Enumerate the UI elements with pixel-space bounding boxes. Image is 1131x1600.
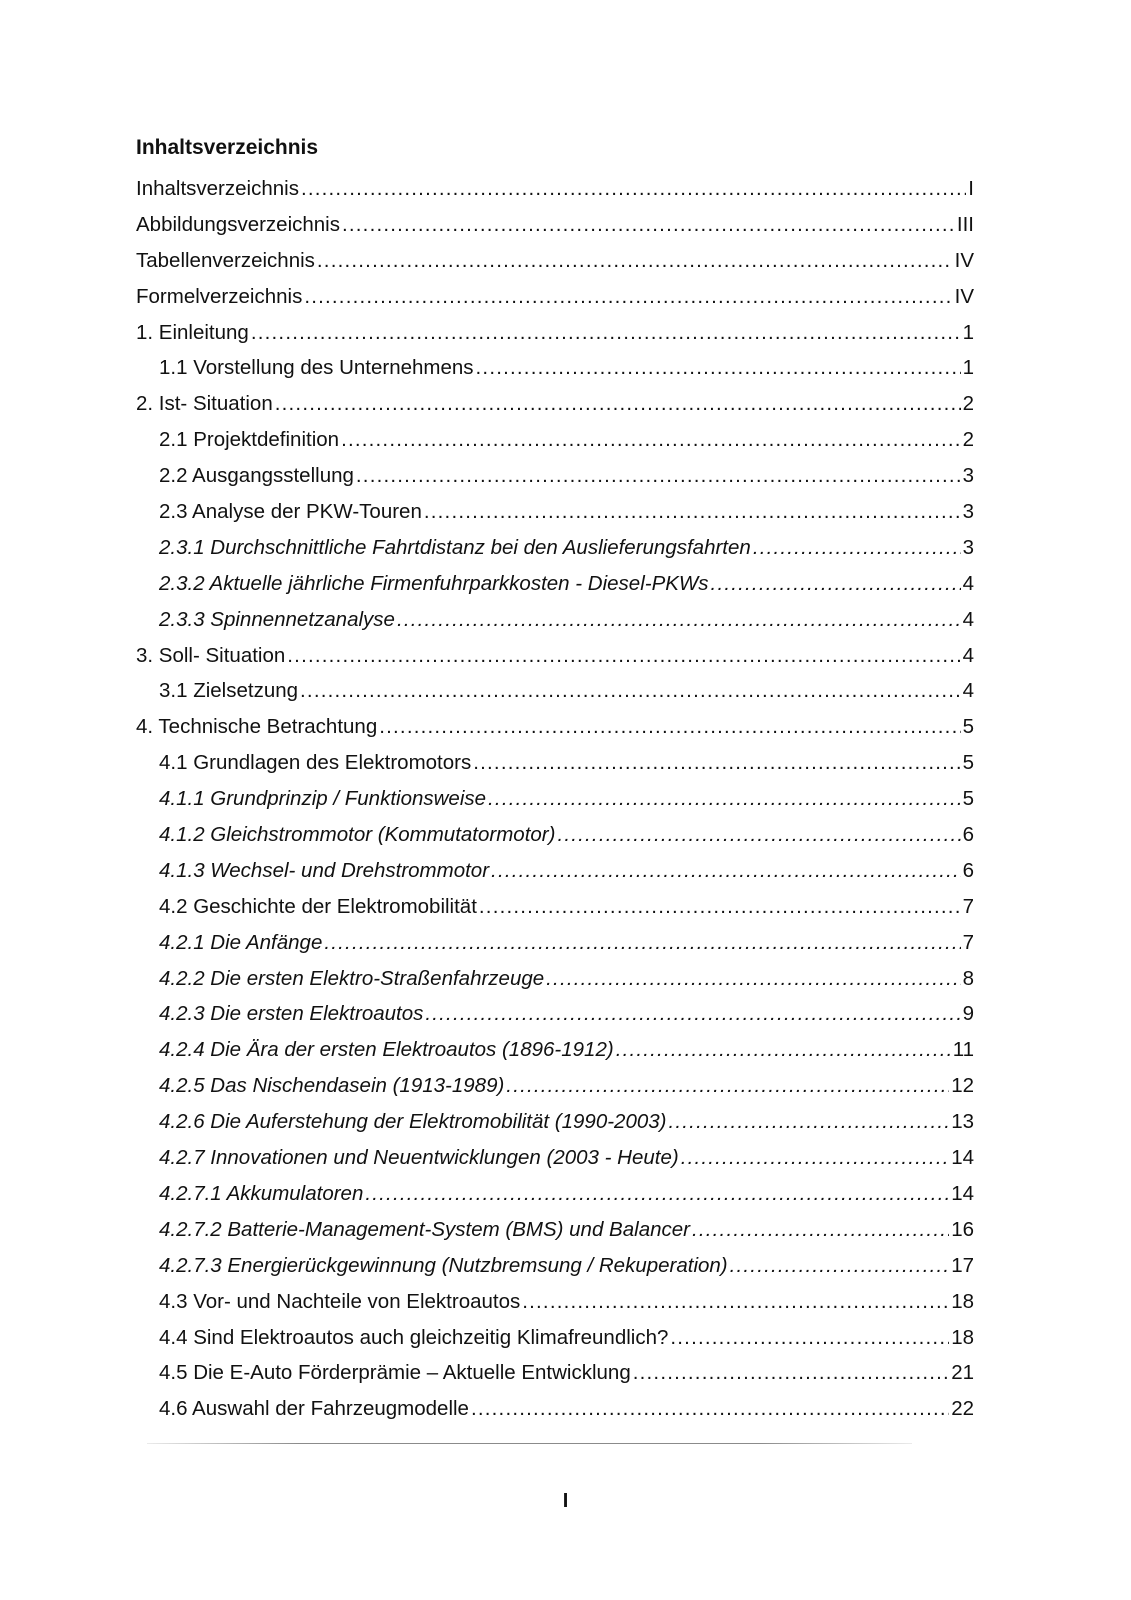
toc-entry[interactable] [136, 207, 974, 243]
toc-entry-page: 5 [962, 751, 974, 775]
toc-entry-page: 1 [962, 320, 974, 344]
toc-entry-title: 4.1 Grundlagen des Elektromotors [159, 751, 472, 775]
toc-entry-title: Abbildungsverzeichnis [136, 212, 340, 236]
toc-entry-title: 4.3 Vor- und Nachteile von Elektroautos [159, 1289, 521, 1313]
toc-entry[interactable] [136, 458, 974, 494]
toc-entry-title: 4.2.6 Die Auferstehung der Elektromobilität (1990-2003) [159, 1110, 667, 1134]
toc-entry-page: 9 [962, 1002, 974, 1026]
toc-entry-page: 5 [962, 715, 974, 739]
dot-leader [397, 602, 961, 638]
toc-entry-title: 4.5 Die E-Auto Förderprämie – Aktuelle Entwicklung [159, 1361, 631, 1385]
toc-entry-page: 13 [951, 1110, 974, 1134]
toc-entry-title: 2.3.1 Durchschnittliche Fahrtdistanz bei den Auslieferungsfahrten [159, 535, 751, 559]
dot-leader [304, 279, 952, 315]
dot-leader [557, 817, 960, 853]
toc-entry[interactable] [136, 709, 974, 745]
dot-leader [670, 1320, 949, 1356]
toc-entry[interactable] [136, 422, 974, 458]
toc-entry-title: 2.3 Analyse der PKW-Touren [159, 500, 422, 524]
toc-entry[interactable] [136, 1032, 974, 1068]
toc-entry-page: 3 [962, 535, 974, 559]
toc-entry-title: 2. Ist- Situation [136, 392, 273, 416]
dot-leader [356, 458, 961, 494]
dot-leader [730, 1248, 950, 1284]
toc-entry-page: I [968, 177, 974, 200]
toc-entry[interactable] [136, 853, 974, 889]
table-of-contents [136, 171, 974, 1427]
toc-entry[interactable] [136, 243, 974, 279]
toc-entry[interactable] [136, 386, 974, 422]
toc-entry-title: 3. Soll- Situation [136, 643, 286, 667]
toc-entry-page: 1 [962, 356, 974, 380]
dot-leader [479, 889, 961, 925]
dot-leader [379, 709, 960, 745]
toc-entry[interactable] [136, 1320, 974, 1356]
toc-entry-page: 18 [951, 1289, 974, 1313]
dot-leader [365, 1176, 949, 1212]
toc-entry-title: 4.2.2 Die ersten Elektro-Straßenfahrzeuge [159, 966, 545, 990]
toc-entry-page: 2 [962, 428, 974, 452]
toc-entry-page: 14 [951, 1146, 974, 1170]
dot-leader [287, 638, 960, 674]
dot-leader [317, 243, 953, 279]
toc-entry-title: 4.4 Sind Elektroautos auch gleichzeitig Klimafreundlich? [159, 1325, 669, 1349]
toc-entry[interactable] [136, 602, 974, 638]
toc-entry[interactable] [136, 1212, 974, 1248]
toc-entry-page: 4 [962, 643, 974, 667]
toc-entry-title: 2.1 Projektdefinition [159, 428, 340, 452]
dot-leader [692, 1212, 949, 1248]
toc-entry-page: 3 [962, 500, 974, 524]
toc-entry-title: Formelverzeichnis [136, 284, 303, 308]
dot-leader [506, 1068, 949, 1104]
toc-entry[interactable] [136, 494, 974, 530]
dot-leader [546, 961, 960, 997]
toc-entry-title: 4.2 Geschichte der Elektromobilität [159, 894, 477, 918]
dot-leader [471, 1391, 949, 1427]
toc-entry[interactable] [136, 745, 974, 781]
toc-entry-page: 18 [951, 1325, 974, 1349]
dot-leader [633, 1355, 949, 1391]
toc-entry-page: 11 [952, 1038, 974, 1062]
toc-entry-page: 5 [962, 787, 974, 811]
toc-entry[interactable] [136, 171, 974, 207]
toc-entry-page: 8 [962, 966, 974, 990]
toc-entry-page: 6 [962, 823, 974, 847]
toc-entry[interactable] [136, 1391, 974, 1427]
dot-leader [301, 171, 966, 207]
dot-leader [300, 673, 961, 709]
dot-leader [616, 1032, 951, 1068]
dot-leader [341, 422, 961, 458]
toc-entry-page: 3 [962, 464, 974, 488]
toc-entry-title: 4.2.5 Das Nischendasein (1913-1989) [159, 1074, 505, 1098]
toc-entry[interactable] [136, 1068, 974, 1104]
dot-leader [476, 350, 961, 386]
toc-entry-page: III [956, 212, 974, 236]
toc-entry-page: 12 [951, 1074, 974, 1098]
toc-entry-title: Inhaltsverzeichnis [136, 177, 299, 200]
toc-entry-title: 4.2.4 Die Ära der ersten Elektroautos (1896-1912) [159, 1038, 614, 1062]
toc-entry[interactable] [136, 566, 974, 602]
footnote-divider [147, 1443, 912, 1444]
toc-entry-page: 4 [962, 679, 974, 703]
toc-entry-page: 4 [962, 571, 974, 595]
toc-entry-page: 17 [951, 1253, 974, 1277]
toc-entry[interactable] [136, 673, 974, 709]
toc-entry-title: 1. Einleitung [136, 320, 249, 344]
toc-entry-title: 4.2.1 Die Anfänge [159, 930, 323, 954]
dot-leader [681, 1140, 950, 1176]
toc-entry[interactable] [136, 279, 974, 315]
toc-entry[interactable] [136, 315, 974, 351]
toc-entry[interactable] [136, 1140, 974, 1176]
dot-leader [425, 996, 960, 1032]
dot-leader [424, 494, 961, 530]
toc-entry-page: 21 [951, 1361, 974, 1385]
toc-entry-page: 14 [951, 1181, 974, 1205]
toc-entry-page: 7 [962, 894, 974, 918]
dot-leader [488, 781, 961, 817]
toc-entry-title: 4.2.7.2 Batterie-Management-System (BMS) und Balancer [159, 1217, 690, 1241]
toc-entry[interactable] [136, 817, 974, 853]
toc-entry-title: 4.2.7 Innovationen und Neuentwicklungen (2003 - Heute) [159, 1146, 679, 1170]
dot-leader [753, 530, 961, 566]
dot-leader [522, 1284, 949, 1320]
toc-entry-page: IV [954, 284, 974, 308]
toc-entry-title: 2.2 Ausgangsstellung [159, 464, 354, 488]
toc-entry-title: 4.1.1 Grundprinzip / Funktionsweise [159, 787, 487, 811]
toc-entry-title: 4.2.3 Die ersten Elektroautos [159, 1002, 424, 1026]
toc-entry[interactable] [136, 781, 974, 817]
dot-leader [275, 386, 961, 422]
dot-leader [491, 853, 961, 889]
toc-entry-title: 3.1 Zielsetzung [159, 679, 299, 703]
dot-leader [711, 566, 961, 602]
toc-entry-title: 4. Technische Betrachtung [136, 715, 378, 739]
toc-entry[interactable] [136, 638, 974, 674]
toc-entry-title: 4.1.2 Gleichstrommotor (Kommutatormotor) [159, 823, 556, 847]
toc-entry-page: 6 [962, 858, 974, 882]
toc-entry[interactable] [136, 350, 974, 386]
toc-entry[interactable] [136, 530, 974, 566]
toc-entry[interactable] [136, 925, 974, 961]
toc-entry-page: 2 [962, 392, 974, 416]
toc-entry-title: 2.3.3 Spinnennetzanalyse [159, 607, 395, 631]
toc-entry-title: 4.1.3 Wechsel- und Drehstrommotor [159, 858, 490, 882]
toc-entry[interactable] [136, 1248, 974, 1284]
toc-heading: Inhaltsverzeichnis [136, 136, 319, 159]
toc-entry-title: 4.2.7.1 Akkumulatoren [159, 1181, 364, 1205]
toc-entry-page: 16 [951, 1217, 974, 1241]
toc-entry-page: 7 [962, 930, 974, 954]
toc-entry[interactable] [136, 1176, 974, 1212]
toc-entry[interactable] [136, 1284, 974, 1320]
dot-leader [342, 207, 955, 243]
toc-entry[interactable] [136, 961, 974, 997]
dot-leader [324, 925, 960, 961]
toc-entry-page: 22 [951, 1397, 974, 1421]
toc-entry-title: 4.6 Auswahl der Fahrzeugmodelle [159, 1397, 469, 1421]
page-number: I [562, 1490, 569, 1512]
toc-entry-title: 4.2.7.3 Energierückgewinnung (Nutzbremsung / Rekuperation) [159, 1253, 728, 1277]
toc-entry[interactable] [136, 996, 974, 1032]
toc-entry-title: Tabellenverzeichnis [136, 248, 315, 272]
dot-leader [473, 745, 960, 781]
dot-leader [668, 1104, 949, 1140]
toc-entry[interactable] [136, 889, 974, 925]
toc-entry-title: 1.1 Vorstellung des Unternehmens [159, 356, 474, 380]
toc-entry-page: 4 [962, 607, 974, 631]
toc-entry-title: 2.3.2 Aktuelle jährliche Firmenfuhrparkkosten - Diesel-PKWs [159, 571, 709, 595]
toc-entry-page: IV [954, 248, 974, 272]
dot-leader [251, 315, 961, 351]
toc-entry[interactable] [136, 1355, 974, 1391]
toc-entry[interactable] [136, 1104, 974, 1140]
